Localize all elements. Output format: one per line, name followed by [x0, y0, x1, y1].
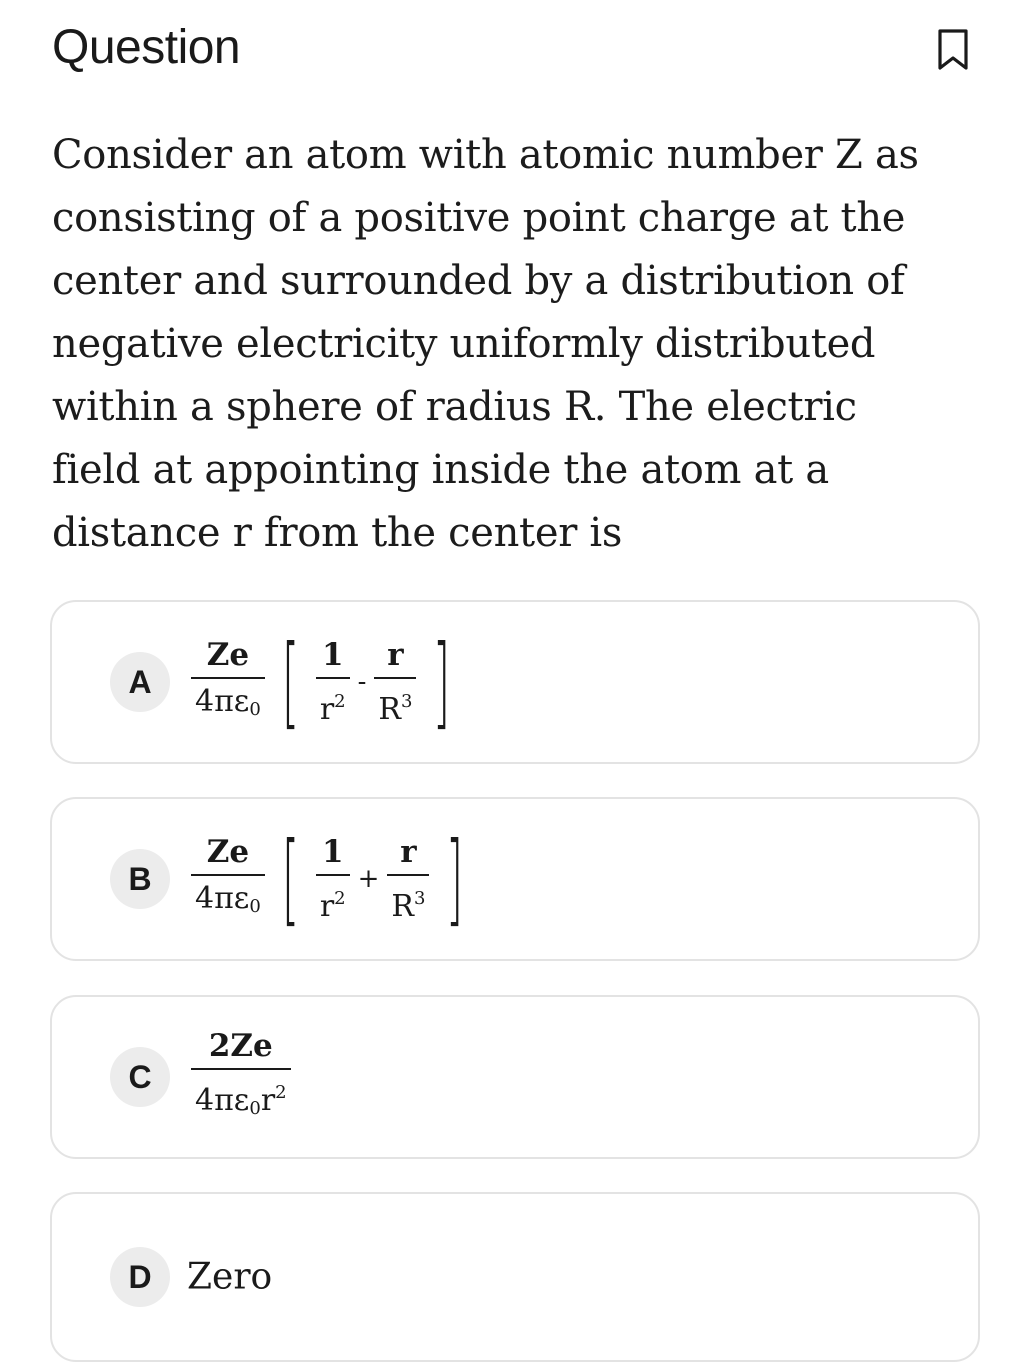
operator: -: [357, 667, 367, 697]
option-letter-d: D: [110, 1247, 170, 1307]
operator: +: [357, 864, 380, 894]
option-c[interactable]: [50, 995, 980, 1159]
coefficient-fraction: $\frac{Ze}{4\pi\varepsilon_0}$: [191, 637, 265, 727]
coefficient-fraction: $\frac{Ze}{4\pi\varepsilon_0}$: [191, 834, 265, 924]
option-c-formula: [187, 1028, 295, 1126]
term-two-fraction: $\frac{r}{R^3}$: [387, 834, 429, 924]
term-one-fraction: $\frac{1}{r^2}$: [316, 834, 350, 924]
option-d[interactable]: [50, 1192, 980, 1362]
left-bracket: [: [281, 820, 300, 937]
option-b[interactable]: [50, 797, 980, 961]
option-letter-c: C: [110, 1047, 170, 1107]
question-text: Consider an atom with atomic number Z as consisting of a positive point charge at the center and surrounded by a distribution of negative electricity uniformly distributed within a sphere of radius R. The electric field at appointing inside the atom at a distance r from the center is: [52, 132, 919, 556]
right-bracket: ]: [433, 623, 451, 740]
option-letter-a: A: [110, 652, 170, 712]
page-title: Question: [52, 21, 241, 74]
right-bracket: ]: [446, 820, 464, 937]
option-d-text: Zero: [187, 1256, 273, 1298]
option-letter-b: B: [110, 849, 170, 909]
header: [52, 18, 984, 78]
bookmark-icon[interactable]: [936, 28, 970, 72]
option-b-formula: [187, 820, 476, 937]
left-bracket: [: [281, 623, 300, 740]
term-one-fraction: $\frac{1}{r^2}$: [316, 637, 350, 727]
term-two-fraction: $\frac{r}{R^3}$: [374, 637, 416, 727]
option-a-formula: [187, 623, 463, 740]
fraction: $\frac{2Ze}{4\pi\varepsilon_0r^2}$: [191, 1028, 291, 1126]
option-a[interactable]: [50, 600, 980, 764]
